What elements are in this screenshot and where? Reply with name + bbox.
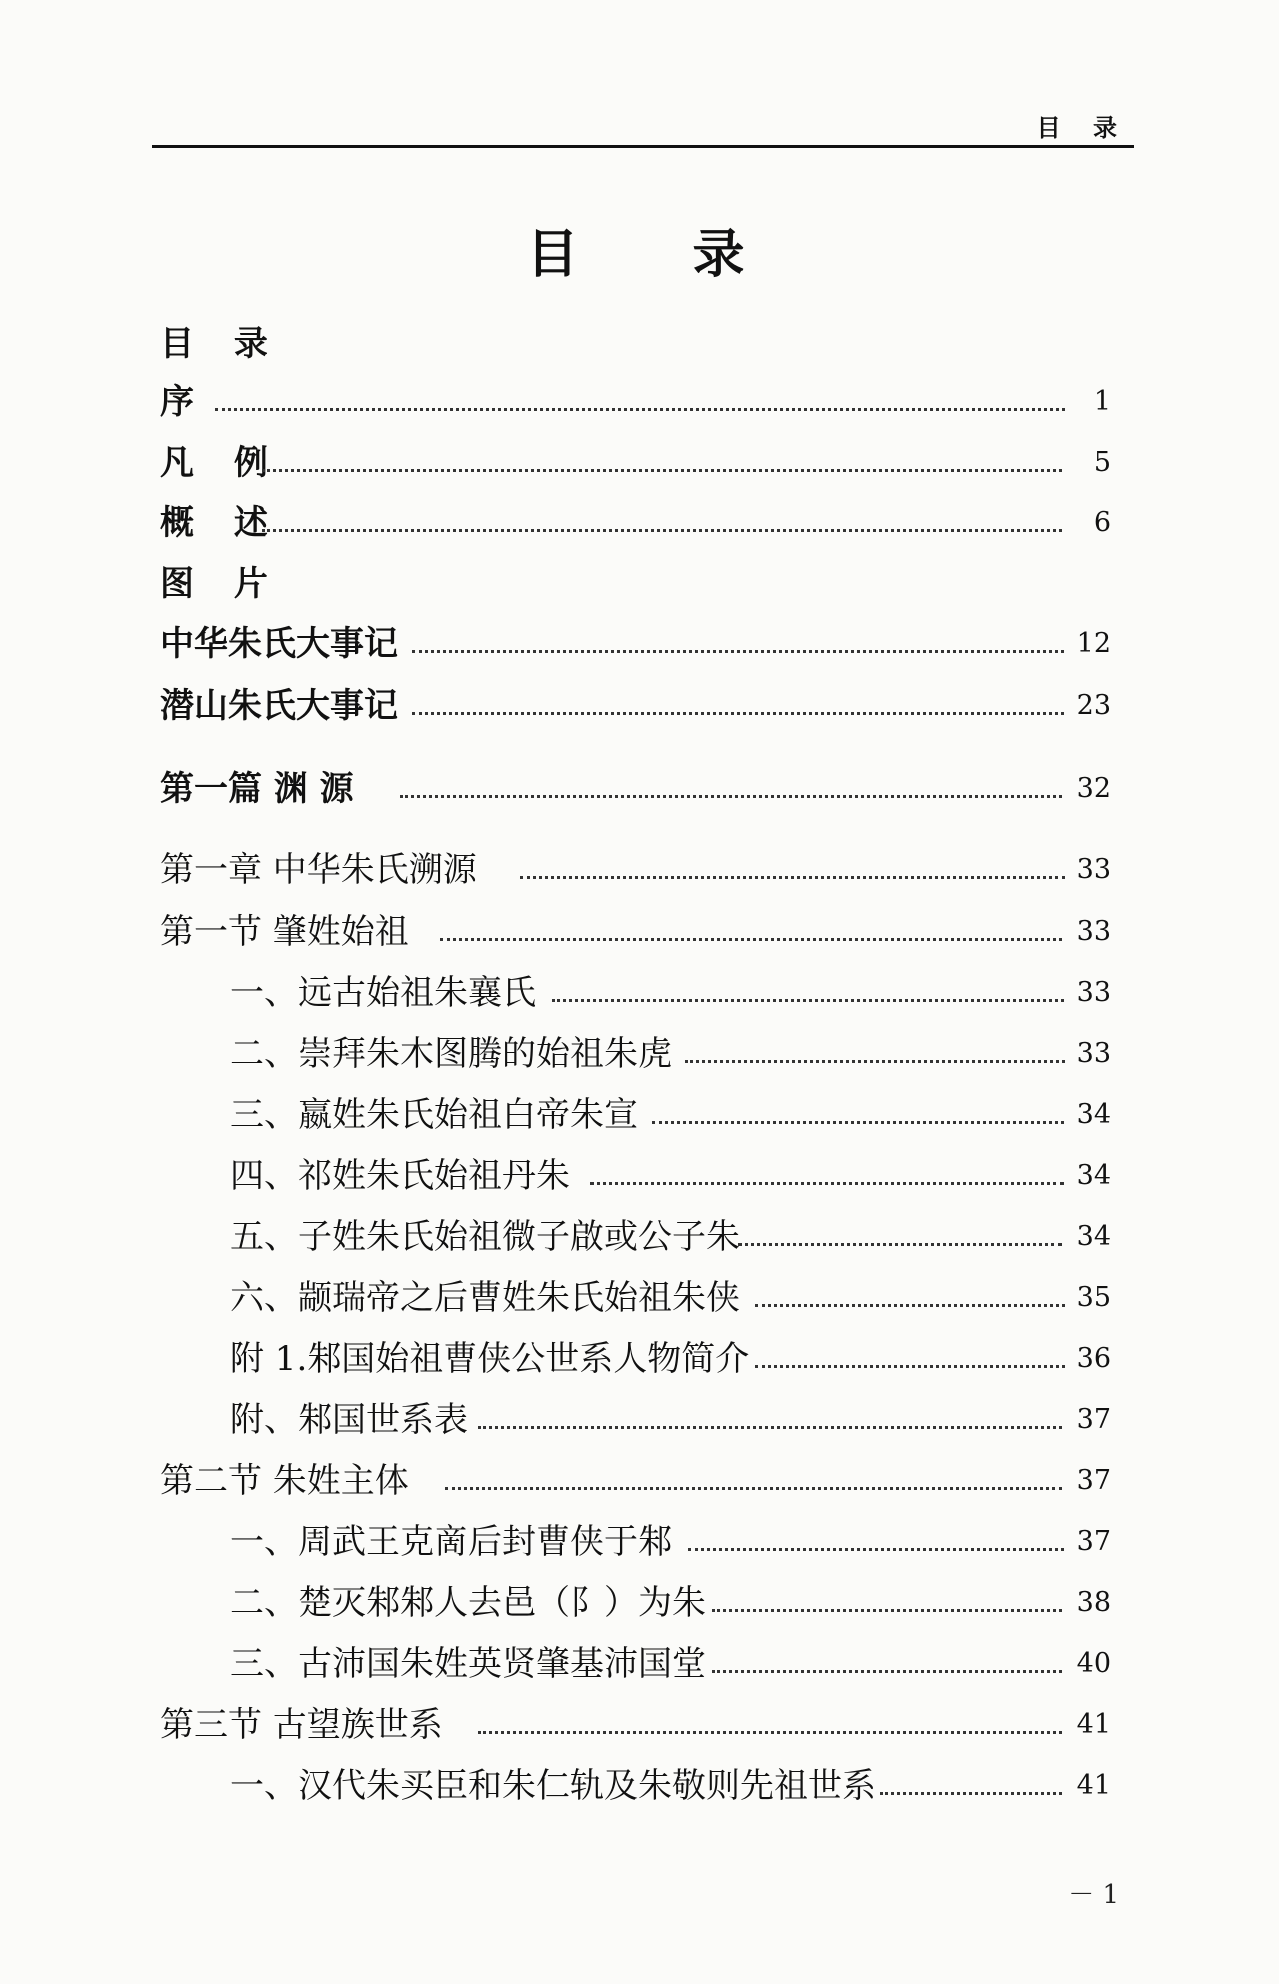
toc-entry bbox=[0, 622, 1279, 666]
toc-leader-dots bbox=[445, 1487, 1062, 1490]
toc-entry bbox=[0, 441, 1279, 485]
toc-entry bbox=[0, 1642, 1279, 1686]
toc-entry-page: 32 bbox=[1076, 773, 1111, 804]
toc-entry-label: 概 述 bbox=[160, 503, 282, 543]
toc-entry-page: 34 bbox=[1076, 1221, 1111, 1252]
toc-entry-page: 33 bbox=[1076, 977, 1111, 1008]
toc-entry-label: 三、古沛国朱姓英贤肇基沛国堂 bbox=[230, 1644, 706, 1684]
toc-entry-label: 第一篇 渊 源 bbox=[160, 769, 354, 809]
header-rule bbox=[152, 145, 1134, 148]
toc-leader-dots bbox=[755, 1304, 1065, 1307]
toc-entry bbox=[0, 1276, 1279, 1320]
toc-entry-label: 目 录 bbox=[160, 324, 282, 364]
toc-entry-label: 附 1.邾国始祖曹侠公世系人物简介 bbox=[230, 1339, 750, 1379]
toc-entry-page: 41 bbox=[1076, 1709, 1111, 1740]
toc-entry-label: 中华朱氏大事记 bbox=[160, 624, 398, 664]
toc-entry-page: 12 bbox=[1076, 628, 1111, 659]
toc-entry-page: 33 bbox=[1076, 854, 1111, 885]
toc-entry-page: 37 bbox=[1076, 1404, 1111, 1435]
toc-entry-page: 33 bbox=[1076, 916, 1111, 947]
toc-entry-label: 三、嬴姓朱氏始祖白帝朱宣 bbox=[230, 1095, 638, 1135]
toc-leader-dots bbox=[412, 712, 1064, 715]
toc-leader-dots bbox=[412, 650, 1064, 653]
toc-entry bbox=[0, 910, 1279, 954]
toc-entry-page: 33 bbox=[1076, 1038, 1111, 1069]
page-number: － 1 bbox=[1068, 1880, 1119, 1910]
toc-entry-page: 5 bbox=[1093, 447, 1111, 478]
toc-entry bbox=[0, 1093, 1279, 1137]
toc-entry bbox=[0, 767, 1279, 811]
toc-entry bbox=[0, 1703, 1279, 1747]
toc-entry bbox=[0, 1032, 1279, 1076]
toc-entry-label: 附、邾国世系表 bbox=[230, 1400, 468, 1440]
toc-entry-label: 潜山朱氏大事记 bbox=[160, 686, 398, 726]
toc-leader-dots bbox=[738, 1243, 1062, 1246]
toc-leader-dots bbox=[688, 1548, 1064, 1551]
toc-entry bbox=[0, 1459, 1279, 1503]
toc-entry-label: 第三节 古望族世系 bbox=[160, 1705, 443, 1745]
toc-entry-page: 34 bbox=[1076, 1099, 1111, 1130]
toc-entry-page: 40 bbox=[1076, 1648, 1111, 1679]
toc-entry-label: 四、祁姓朱氏始祖丹朱 bbox=[230, 1156, 570, 1196]
toc-entry-page: 6 bbox=[1093, 507, 1111, 538]
toc-entry-label: 一、汉代朱买臣和朱仁轨及朱敬则先祖世系 bbox=[230, 1766, 876, 1806]
toc-leader-dots bbox=[262, 469, 1062, 472]
toc-entry-page: 35 bbox=[1076, 1282, 1111, 1313]
toc-entry bbox=[0, 1581, 1279, 1625]
toc-leader-dots bbox=[552, 999, 1064, 1002]
toc-entry-page: 36 bbox=[1076, 1343, 1111, 1374]
toc-entry-label: 一、周武王克啇后封曹侠于邾 bbox=[230, 1522, 672, 1562]
toc-entry-label: 第一章 中华朱氏溯源 bbox=[160, 850, 477, 890]
toc-entry-label: 凡 例 bbox=[160, 443, 282, 483]
toc-leader-dots bbox=[880, 1792, 1062, 1795]
toc-entry-label: 序 bbox=[160, 382, 194, 422]
running-head: 目 录 bbox=[1036, 114, 1129, 142]
toc-entry-page: 41 bbox=[1076, 1770, 1111, 1801]
toc-entry bbox=[0, 322, 1279, 366]
toc-entry-label: 五、子姓朱氏始祖微子啟或公子朱 bbox=[230, 1217, 740, 1257]
toc-entry-label: 第一节 肇姓始祖 bbox=[160, 912, 409, 952]
toc-entry-label: 一、远古始祖朱襄氏 bbox=[230, 973, 536, 1013]
toc-entry-label: 二、崇拜朱木图腾的始祖朱虎 bbox=[230, 1034, 672, 1074]
toc-entry-page: 23 bbox=[1076, 690, 1111, 721]
toc-entry bbox=[0, 848, 1279, 892]
toc-entry-page: 37 bbox=[1076, 1465, 1111, 1496]
toc-leader-dots bbox=[440, 938, 1062, 941]
toc-entry bbox=[0, 1520, 1279, 1564]
toc-entry-label: 图 片 bbox=[160, 564, 282, 604]
toc-entry-page: 1 bbox=[1093, 386, 1111, 417]
toc-entry bbox=[0, 1337, 1279, 1381]
toc-leader-dots bbox=[215, 408, 1065, 411]
toc-entry bbox=[0, 562, 1279, 606]
toc-leader-dots bbox=[712, 1670, 1062, 1673]
toc-entry bbox=[0, 684, 1279, 728]
toc-leader-dots bbox=[652, 1121, 1064, 1124]
toc-leader-dots bbox=[520, 876, 1065, 879]
toc-leader-dots bbox=[478, 1426, 1062, 1429]
toc-entry bbox=[0, 1215, 1279, 1259]
toc-entry-label: 第二节 朱姓主体 bbox=[160, 1461, 409, 1501]
toc-entry-page: 38 bbox=[1076, 1587, 1111, 1618]
toc-entry-page: 37 bbox=[1076, 1526, 1111, 1557]
toc-leader-dots bbox=[685, 1060, 1065, 1063]
toc-entry-page: 34 bbox=[1076, 1160, 1111, 1191]
toc-leader-dots bbox=[400, 795, 1062, 798]
toc-entry-label: 二、楚灭邾邾人去邑（阝）为朱 bbox=[230, 1583, 706, 1623]
page-title: 目 录 bbox=[526, 225, 793, 285]
toc-entry bbox=[0, 1764, 1279, 1808]
toc-entry-label: 六、颛瑞帝之后曹姓朱氏始祖朱侠 bbox=[230, 1278, 740, 1318]
toc-leader-dots bbox=[755, 1365, 1065, 1368]
toc-entry bbox=[0, 1398, 1279, 1442]
toc-entry bbox=[0, 380, 1279, 424]
toc-entry bbox=[0, 971, 1279, 1015]
toc-entry bbox=[0, 1154, 1279, 1198]
toc-leader-dots bbox=[262, 529, 1062, 532]
toc-entry bbox=[0, 501, 1279, 545]
toc-leader-dots bbox=[712, 1609, 1062, 1612]
toc-leader-dots bbox=[478, 1731, 1062, 1734]
toc-leader-dots bbox=[590, 1182, 1064, 1185]
